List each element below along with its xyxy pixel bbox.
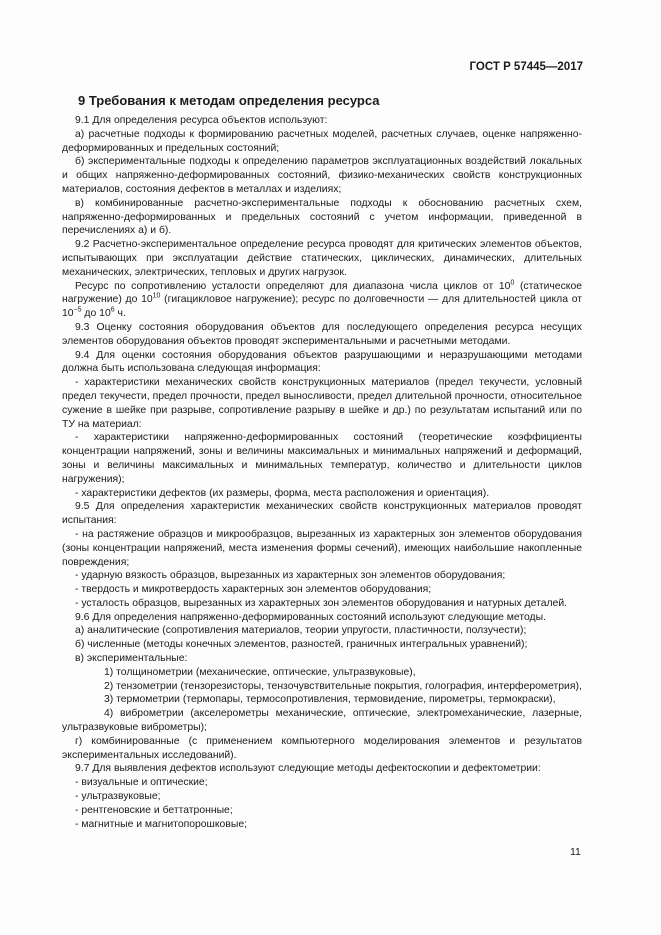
sub-list-item: 1) толщинометрии (механические, оптические, ультразвуковые), — [104, 666, 416, 678]
text-span: (статическое нагружение) до 10 — [62, 280, 582, 306]
paragraph: 9.5 Для определения характеристик механических свойств конструкционных материалов проводят испытания: — [62, 501, 582, 527]
list-item: а) аналитические (сопротивления материалов, теории упругости, пластичности, ползучести); — [75, 625, 527, 637]
paragraph: 9.1 Для определения ресурса объектов используют: — [75, 115, 328, 126]
list-item: - рентгеновские и беттатронные; — [75, 804, 233, 816]
sub-list-item: 3) термометрии (термопары, термосопротивления, термовидение, пирометры, термокраски), — [104, 694, 556, 706]
body-text — [62, 114, 582, 831]
list-item: в) экспериментальные: — [75, 653, 188, 665]
list-item: б) численные (методы конечных элементов, разностей, граничных интегральных уравнений); — [75, 639, 528, 651]
paragraph: а) расчетные подходы к формированию расчетных моделей, расчетных случаев, оценке напряженно-деформированных и предельных состояний; — [62, 128, 582, 154]
list-item: - ультразвуковые; — [75, 791, 161, 803]
text-span: ч. — [114, 308, 126, 320]
sub-list-item: 4) виброметрии (акселерометры механические, оптические, электромеханические, лазерные, ультразвуковые виброметры); — [62, 708, 582, 734]
superscript: 0 — [510, 279, 515, 287]
section-title: 9 Требования к методам определения ресурса — [78, 93, 380, 108]
paragraph: в) комбинированные расчетно-экспериментальные подходы к обоснованию расчетных схем, напряженно-деформированных и предельных состояний с учетом информации, приведенной в перечислениях а) и б). — [62, 197, 582, 237]
list-item: - характеристики механических свойств конструкционных материалов (предел текучести, условный предел текучести, предел прочности, предел выносливости, предел длительной прочности, относительное сужение в шейке при разрыве, сопротивление разрыву в шейке и др.) по результатам испытаний или по ТУ на материал: — [62, 377, 582, 430]
paragraph: б) экспериментальные подходы к определению параметров эксплуатационных воздействий локальных и общих напряженно-деформированных состояний, физико-механических свойств конструкционных материалов, состояния дефектов в металлах и изделиях; — [62, 156, 582, 195]
list-item: - визуальные и оптические; — [75, 777, 208, 789]
list-item: г) комбинированные (с применением компьютерного моделирования элементов и результатов экспериментальных исследований). — [62, 735, 582, 761]
list-item: - ударную вязкость образцов, вырезанных из характерных зон элементов оборудования; — [75, 570, 506, 582]
text-span: (гигацикловое нагружение); ресурс по долговечности — для длительностей цикла от 10 — [62, 294, 583, 320]
paragraph: 9.7 Для выявления дефектов используют следующие методы дефектоскопии и дефектометрии: — [75, 763, 541, 775]
paragraph: 9.6 Для определения напряженно-деформированных состояний используют следующие методы. — [75, 611, 546, 623]
list-item: - магнитные и магнитопорошковые; — [75, 818, 247, 830]
document-id: ГОСТ Р 57445—2017 — [469, 61, 583, 73]
paragraph: 9.2 Расчетно-экспериментальное определение ресурса проводят для критических элементов объектов, испытывающих при эксплуатации действие статических, циклических, динамических, длительных механических, электрических, тепловых и других нагрузок. — [62, 239, 582, 278]
sub-list-item: 2) тензометрии (тензорезисторы, тензочувствительные покрытия, голография, интерферометрия), — [104, 680, 582, 692]
superscript: 6 — [110, 306, 115, 314]
text-span: Ресурс по сопротивлению усталости определяют для диапазона числа циклов от 10 — [75, 280, 511, 292]
superscript: −5 — [73, 306, 82, 314]
page-number: 11 — [570, 846, 581, 858]
list-item: - характеристики дефектов (их размеры, форма, места расположения и ориентация). — [75, 487, 490, 499]
paragraph-resource — [62, 280, 582, 321]
list-item: - твердость и микротвердость характерных зон элементов оборудования; — [75, 584, 432, 596]
superscript: 10 — [152, 292, 161, 300]
list-item: - характеристики напряженно-деформированных состояний (теоретические коэффициенты концентрации напряжений, зоны и величины максимальных и минимальных напряжений и деформаций, зоны и величины максимальных и минимальных температур, количество и длительности циклов нагружения); — [62, 432, 582, 485]
paragraph: 9.3 Оценку состояния оборудования объектов для последующего определения ресурса несущих элементов оборудования объектов проводят экспериментальными и расчетными методами. — [62, 321, 582, 347]
list-item: - усталость образцов, вырезанных из характерных зон элементов оборудования и натурных деталей. — [75, 597, 568, 609]
text-span: до 10 — [81, 308, 111, 320]
paragraph: 9.4 Для оценки состояния оборудования объектов разрушающими и неразрушающими методами должна быть использована следующая информация: — [62, 349, 582, 375]
list-item: - на растяжение образцов и микрообразцов, вырезанных из характерных зон элементов оборудования (зоны концентрации напряжений, места изменения формы сечений), имеющих наибольшие накопленные повреждения; — [62, 528, 582, 568]
